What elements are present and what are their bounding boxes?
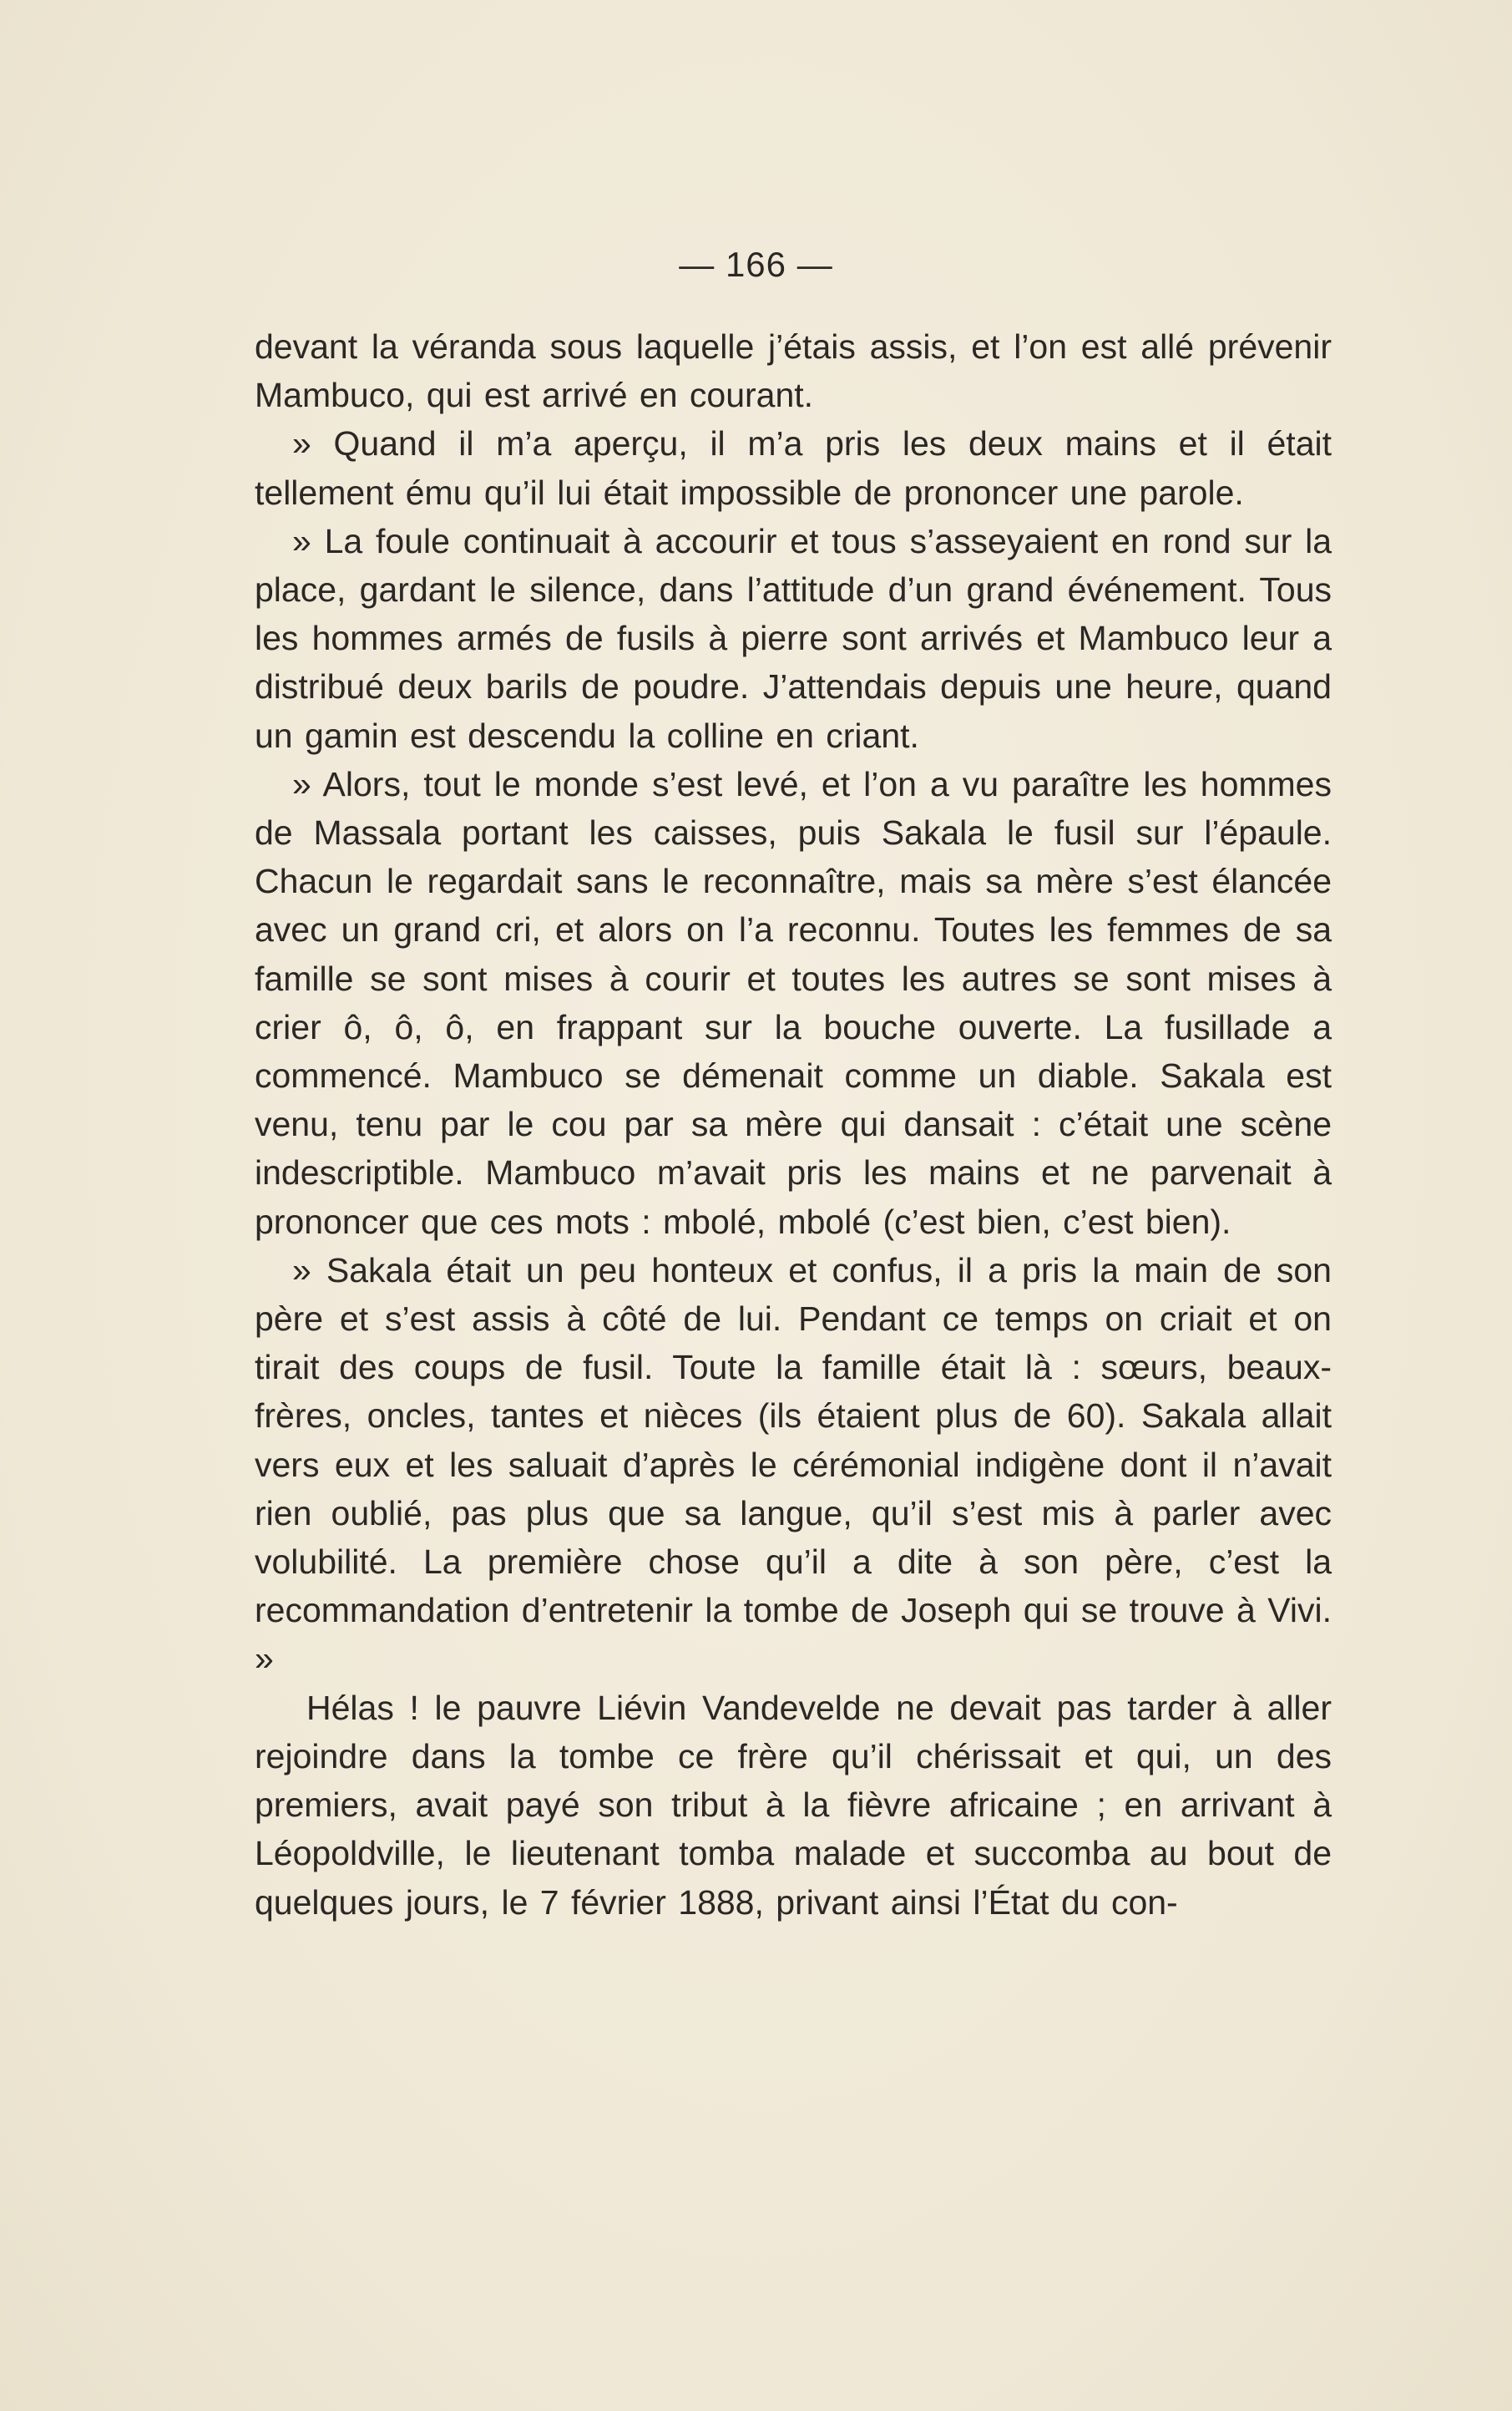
- page-number: — 166 —: [679, 245, 833, 284]
- paragraph-quote-3: » Alors, tout le monde s’est levé, et l’on a vu paraître les hommes de Massala portant les caisses, puis Sakala le fusil sur l’épaule. Chacun le regardait sans le reconnaître, mais sa mère s’est élancée avec un grand cri, et alors on l’a reconnu. Toutes les femmes de sa famille se sont mises à courir et toutes les autres se sont mises à crier ô, ô, ô, en frappant sur la bouche ouverte. La fusillade a commencé. Mambuco se démenait comme un diable. Sakala est venu, tenu par le cou par sa mère qui dansait : c’était une scène indescriptible. Mambuco m’avait pris les mains et ne parvenait à prononcer que ces mots : mbolé, mbolé (c’est bien, c’est bien).: [255, 764, 1332, 1241]
- paragraph-quote-1: » Quand il m’a aperçu, il m’a pris les deux mains et il était tellement ému qu’il lui était impossible de prononcer une parole.: [255, 424, 1332, 512]
- paragraph-narration: Hélas ! le pauvre Liévin Vandevelde ne devait pas tarder à aller rejoindre dans la tombe ce frère qu’il chérissait et qui, un des premiers, avait payé son tribut à la fièvre africaine ; en arrivant à Léopoldville, le lieutenant tomba malade et succomba au bout de quelques jours, le 7 février 1888, privant ainsi l’État du con-: [255, 1688, 1332, 1922]
- paragraph-quote-4: » Sakala était un peu honteux et confus, il a pris la main de son père et s’est assis à côté de lui. Pendant ce temps on criait et on tirait des coups de fusil. Toute la famille était là : sœurs, beaux-frères, oncles, tantes et nièces (ils étaient plus de 60). Sakala allait vers eux et les saluait d’après le cérémonial indigène dont il n’avait rien oublié, pas plus que sa langue, qu’il s’est mis à parler avec volubilité. La première chose qu’il a dite à son père, c’est la recommandation d’entretenir la tombe de Joseph qui se trouve à Vivi. »: [255, 1250, 1332, 1679]
- paragraph-continuation: devant la véranda sous laquelle j’étais assis, et l’on est allé prévenir Mambuco, qui est arrivé en courant.: [255, 327, 1332, 415]
- body-text: [255, 322, 1332, 1927]
- paragraph-quote-2: » La foule continuait à accourir et tous s’asseyaient en rond sur la place, gardant le silence, dans l’attitude d’un grand événement. Tous les hommes armés de fusils à pierre sont arrivés et Mambuco leur a distribué deux barils de poudre. J’attendais depuis une heure, quand un gamin est descendu la colline en criant.: [255, 521, 1332, 755]
